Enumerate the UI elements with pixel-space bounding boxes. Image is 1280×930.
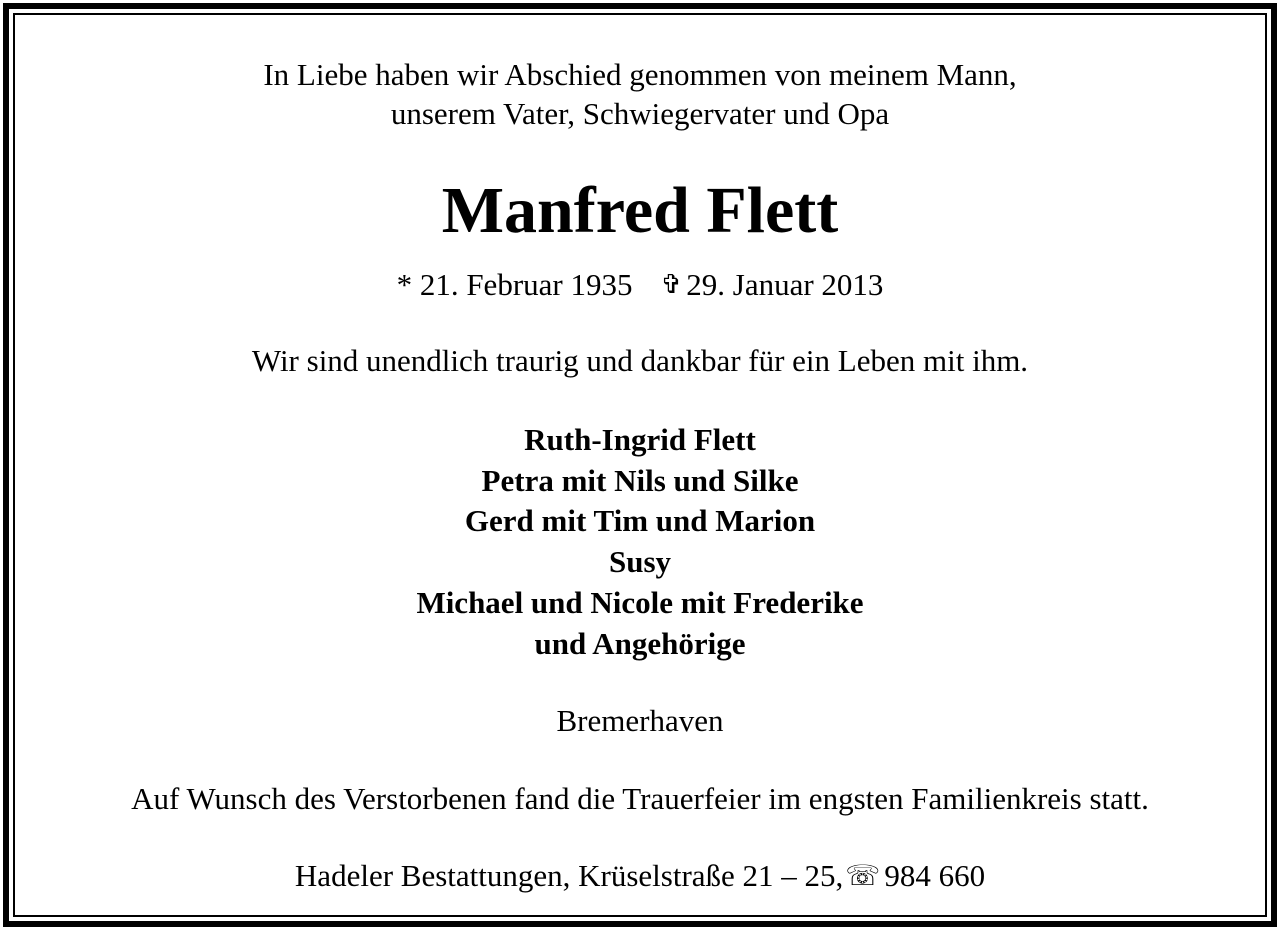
family-list <box>15 420 1265 664</box>
death-date: 29. Januar 2013 <box>686 267 884 302</box>
funeral-note: Auf Wunsch des Verstorbenen fand die Trauerfeier im engsten Familienkreis statt. <box>131 781 1149 816</box>
mourning-statement: Wir sind unendlich traurig und dankbar für ein Leben mit ihm. <box>251 343 1029 378</box>
family-member: Susy <box>608 544 672 580</box>
deceased-name: Manfred Flett <box>441 174 839 247</box>
undertaker-info <box>15 856 1265 896</box>
family-member: Michael und Nicole mit Frederike <box>416 584 864 620</box>
family-member: Ruth-Ingrid Flett <box>524 422 756 457</box>
intro-line: unserem Vater, Schwiegervater und Opa <box>390 96 890 131</box>
phone-icon: ☏ <box>845 859 881 892</box>
undertaker-phone: 984 660 <box>884 858 986 893</box>
family-member: Petra mit Nils und Silke <box>481 462 799 498</box>
undertaker-address: Hadeler Bestattungen, Krüselstraße 21 – 25, <box>294 858 844 893</box>
life-dates <box>15 265 1265 305</box>
obituary-notice <box>15 15 1265 915</box>
intro-line: In Liebe haben wir Abschied genommen von meinem Mann, <box>263 57 1017 92</box>
place: Bremerhaven <box>556 703 724 738</box>
family-member: und Angehörige <box>534 625 746 661</box>
cross-icon: ✞ <box>660 270 683 300</box>
family-member: Gerd mit Tim und Marion <box>464 503 816 539</box>
birth-date: * 21. Februar 1935 <box>396 267 633 302</box>
intro-text <box>15 55 1265 133</box>
